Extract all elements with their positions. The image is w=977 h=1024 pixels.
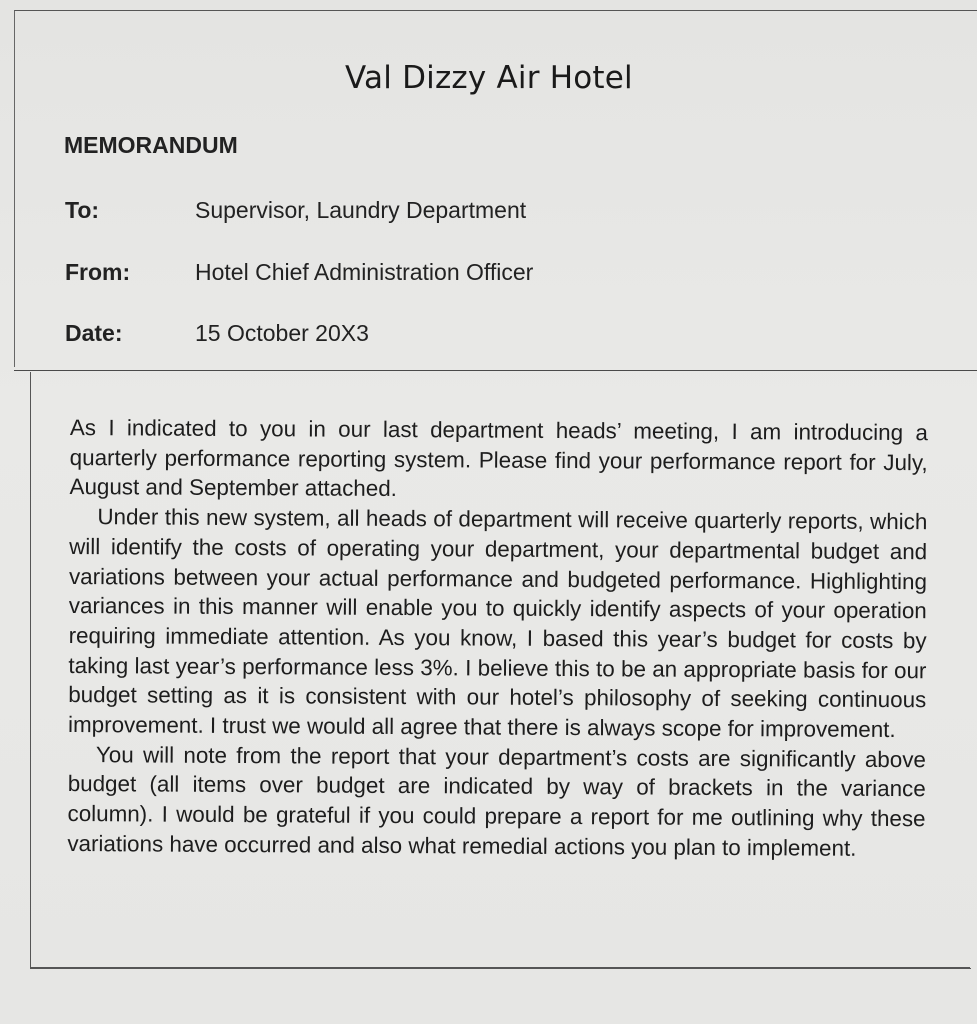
- memo-from-row: [65, 259, 765, 287]
- memo-bottom-border: [30, 967, 970, 968]
- date-label: Date:: [65, 320, 123, 346]
- body-paragraph: You will note from the report that your department’s costs are significantly above budget (all items over budget are indicated by way of brackets in the variance column). I would be grateful if you could prepare a report for me outlining why these variations have occurred and also what remedial actions you plan to implement.: [67, 741, 926, 861]
- header-divider: [14, 370, 977, 371]
- memo-date-row: [65, 320, 765, 348]
- to-value: Supervisor, Laundry Department: [195, 197, 527, 223]
- from-label: From:: [65, 259, 131, 285]
- body-paragraph: Under this new system, all heads of department will receive quarterly reports, which will identify the costs of operating your department, your departmental budget and variations between your actual performance and budgeted performance. Highlighting variances in this manner will enable you to quickly identify aspects of your operation requiring immediate attention. As you know, I based this year’s budget for costs by taking last year’s performance less 3%. I believe this to be an appropriate basis for our budget setting as it is consistent with our hotel’s philosophy of seeking continuous improvement. I trust we would all agree that there is always scope for improvement.: [68, 504, 928, 743]
- body-paragraph: As I indicated to you in our last department heads’ meeting, I am introducing a quarterly performance reporting system. Please find your performance report for July, August and September attached.: [69, 414, 928, 502]
- to-label: To:: [65, 197, 100, 223]
- memo-to-row: [65, 197, 765, 225]
- memo-body-text: [67, 413, 928, 864]
- memorandum-heading: MEMORANDUM: [64, 132, 238, 158]
- hotel-title: Val Dizzy Air Hotel: [345, 60, 633, 96]
- date-value: 15 October 20X3: [195, 320, 369, 346]
- from-value: Hotel Chief Administration Officer: [195, 259, 534, 285]
